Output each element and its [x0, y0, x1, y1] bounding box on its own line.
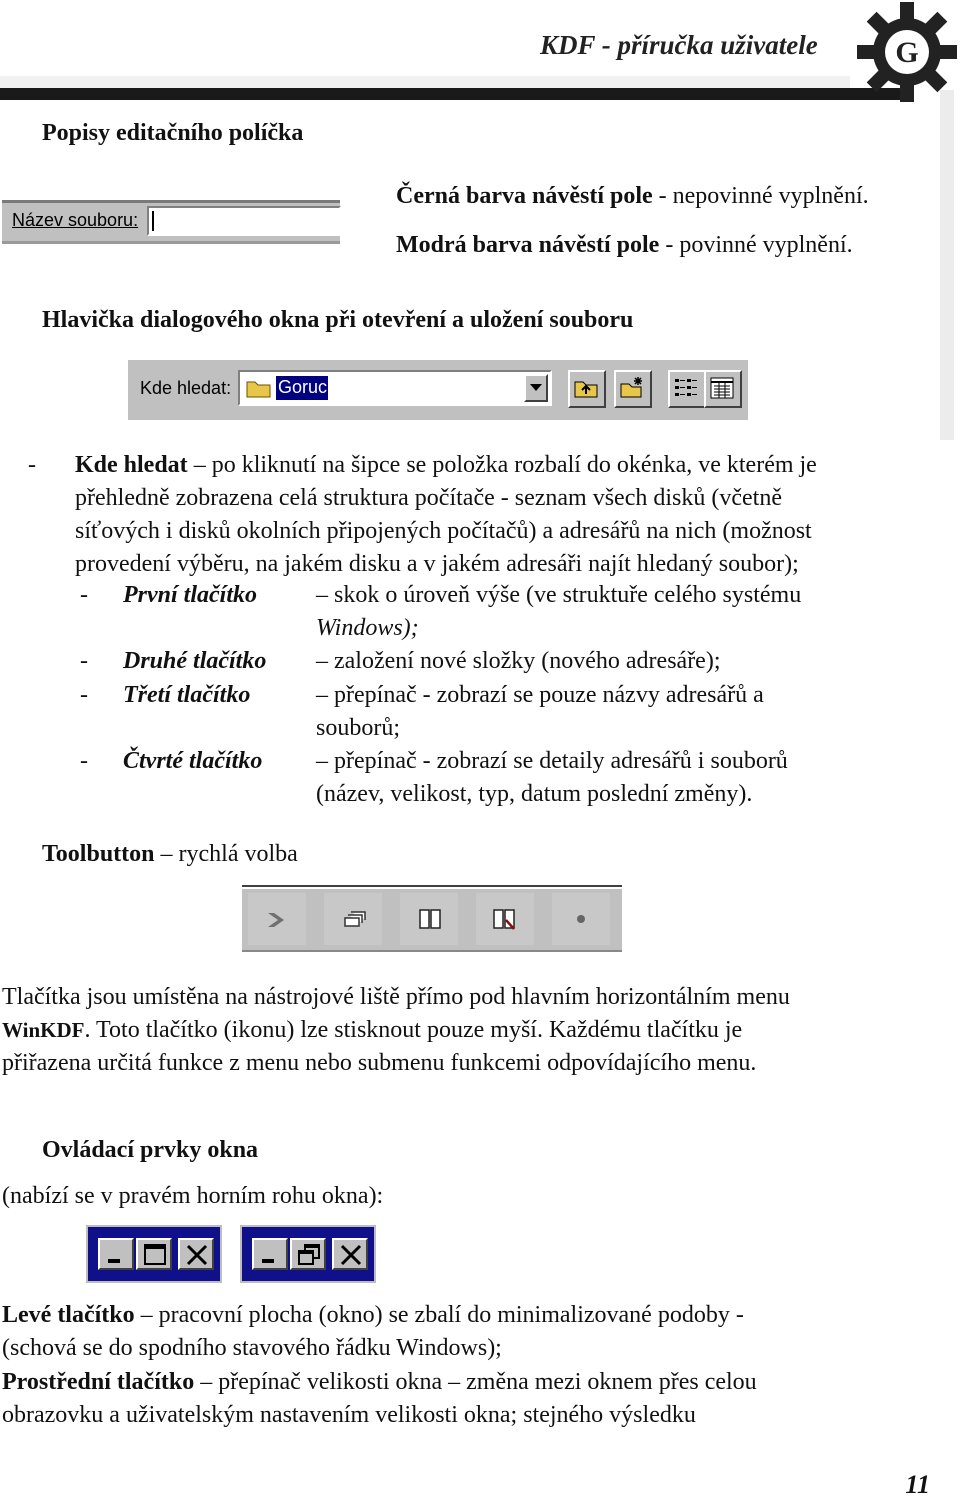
toolbutton-paragraph-line2: WinKDF. Toto tlačítko (ikonu) lze stisknout pouze myší. Každému tlačítku je [2, 1017, 743, 1043]
tool-book-edit-button[interactable] [476, 893, 534, 945]
tool-copy-button[interactable] [324, 893, 382, 945]
close-icon [185, 1244, 209, 1266]
maximize-button[interactable] [136, 1238, 172, 1270]
toolbutton-paragraph-line3: přiřazena určitá funkce z menu nebo submenu funkcemi odpovídajícího menu. [2, 1050, 757, 1076]
button-item-dash: - [80, 748, 88, 774]
look-in-description-line3: síťových i disků okolních připojených počítačů) a adresářů na nich (možnost [75, 518, 812, 544]
toolbar-example [242, 885, 622, 952]
close-button[interactable] [178, 1238, 214, 1270]
button-item-name: Čtvrté tlačítko [123, 748, 263, 774]
blue-label-note: Modrá barva návěstí pole - povinné vyplnění. [396, 232, 853, 258]
book-icon [418, 908, 442, 930]
look-in-description-line4: provedení výběru, na jakém disku a v jakém adresáři najít hledaný soubor); [75, 551, 799, 577]
button-item-dash: - [80, 682, 88, 708]
folder-icon [246, 377, 272, 399]
black-label-note: Černá barva návěstí pole - nepovinné vyplnění. [396, 183, 869, 209]
button-item-desc-cont: (název, velikost, typ, datum poslední změny). [316, 781, 753, 807]
dot-icon [576, 914, 586, 924]
tool-book-button[interactable] [400, 893, 458, 945]
left-button-description: Levé tlačítko – pracovní plocha (okno) se zbalí do minimalizované podoby - [2, 1302, 744, 1328]
minimize-button[interactable] [98, 1238, 134, 1270]
book-edit-icon [492, 908, 518, 932]
tool-run-button[interactable] [248, 893, 306, 945]
dropdown-arrow-button[interactable] [524, 374, 548, 402]
window-controls-maximized [240, 1225, 376, 1283]
look-in-combobox[interactable] [238, 370, 552, 406]
button-item-name: Třetí tlačítko [123, 682, 251, 708]
folder-up-icon [574, 377, 598, 399]
header-title: KDF - příručka uživatele [540, 30, 818, 60]
button-item-desc: – skok o úroveň výše (ve struktuře celého systému [316, 582, 802, 608]
chevron-down-icon [530, 384, 542, 392]
field-example [2, 200, 340, 244]
side-rule [940, 90, 954, 440]
play-arrow-icon [268, 911, 290, 929]
button-item-name: První tlačítko [123, 582, 257, 608]
list-view-icon [674, 377, 698, 399]
section-heading-window-controls: Ovládací prvky okna [42, 1137, 259, 1163]
section-heading-dialog: Hlavička dialogového okna při otevření a uložení souboru [42, 307, 634, 333]
close-icon [339, 1244, 363, 1266]
svg-text:G: G [895, 36, 919, 69]
window-controls-subheading: (nabízí se v pravém horním rohu okna): [2, 1183, 384, 1209]
minimize-icon [105, 1244, 129, 1266]
left-button-description-line2: (schová se do spodního stavového řádku Windows); [2, 1335, 502, 1361]
button-item-desc-cont: souborů; [316, 715, 400, 741]
field-example-label: Název souboru: [12, 210, 139, 230]
look-in-description-line2: přehledně zobrazena celá struktura počítače - seznam všech disků (včetně [75, 485, 782, 511]
look-in-description: Kde hledat – po kliknutí na šipce se položka rozbalí do okénka, ve kterém je [75, 452, 817, 478]
list-view-button[interactable] [668, 370, 706, 408]
restore-button[interactable] [290, 1238, 326, 1270]
button-item-desc-cont: Windows); [316, 615, 419, 641]
new-folder-button[interactable] [614, 370, 652, 408]
section-heading-toolbutton: Toolbutton – rychlá volba [42, 841, 298, 867]
gear-logo-icon [850, 0, 960, 108]
window-controls-normal [86, 1225, 222, 1283]
section-heading-edit-field: Popisy editačního políčka [42, 120, 304, 146]
maximize-icon [143, 1244, 167, 1266]
details-view-button[interactable] [704, 370, 742, 408]
new-folder-icon [620, 377, 644, 399]
bullet-dash: - [28, 452, 36, 478]
middle-button-description-line2: obrazovku a uživatelským nastavením velikosti okna; stejného výsledku [2, 1402, 696, 1428]
close-button[interactable] [332, 1238, 368, 1270]
button-item-desc: – přepínač - zobrazí se detaily adresářů i souborů [316, 748, 788, 774]
tool-dot-button[interactable] [552, 893, 610, 945]
button-item-name: Druhé tlačítko [123, 648, 267, 674]
button-item-dash: - [80, 648, 88, 674]
up-one-level-button[interactable] [568, 370, 606, 408]
minimize-icon [259, 1244, 283, 1266]
restore-icon [297, 1244, 321, 1266]
header-rule [0, 88, 905, 100]
look-in-label: Kde hledat: [140, 378, 232, 398]
button-item-dash: - [80, 582, 88, 608]
selected-folder-name: Goruci [278, 377, 332, 397]
page-number: 11 [905, 1470, 930, 1499]
middle-button-description: Prostřední tlačítko – přepínač velikosti okna – změna mezi oknem přes celou [2, 1369, 757, 1395]
toolbutton-paragraph-line1: Tlačítka jsou umístěna na nástrojové liště přímo pod hlavním horizontálním menu [2, 984, 790, 1010]
details-view-icon [710, 377, 734, 399]
dialog-header-example [128, 360, 748, 420]
header-rule-light [0, 76, 850, 88]
minimize-button[interactable] [252, 1238, 288, 1270]
field-example-input[interactable] [147, 206, 341, 236]
selected-folder-highlight [276, 376, 332, 400]
button-item-desc: – založení nové složky (nového adresáře); [316, 648, 721, 674]
button-item-desc: – přepínač - zobrazí se pouze názvy adresářů a [316, 682, 764, 708]
stack-icon [342, 910, 366, 928]
